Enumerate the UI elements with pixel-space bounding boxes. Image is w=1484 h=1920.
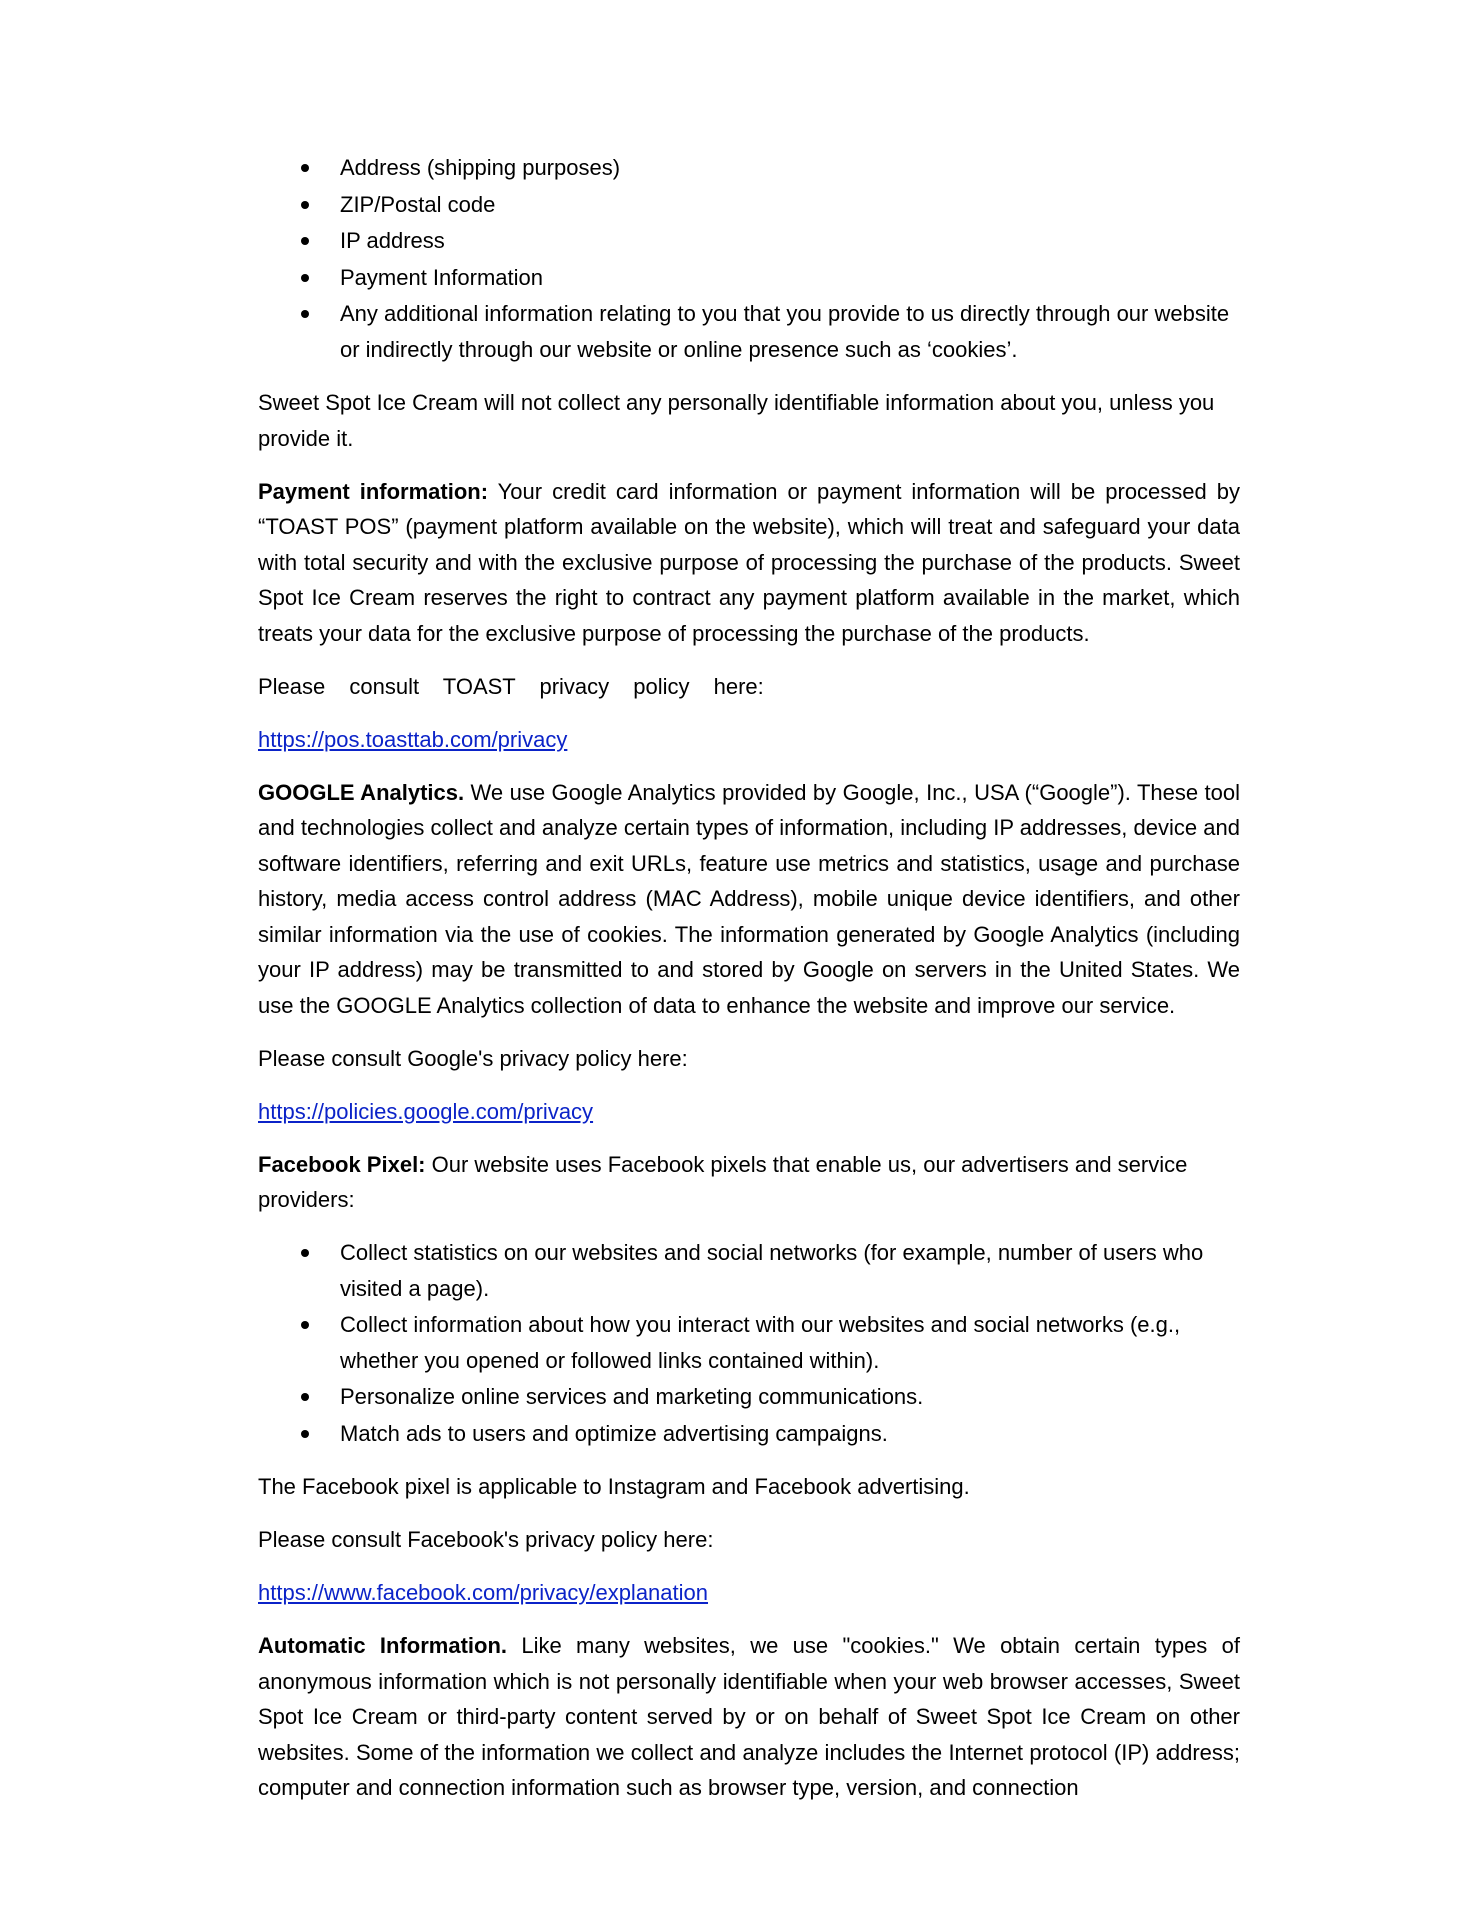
facebook-paragraph	[258, 1147, 1240, 1218]
google-paragraph	[258, 775, 1240, 1024]
google-consult-text: Please consult Google's privacy policy here:	[258, 1045, 688, 1071]
facebook-consult-text: Please consult Facebook's privacy policy here:	[258, 1527, 714, 1552]
automatic-paragraph	[258, 1628, 1240, 1806]
facebook-label: Facebook Pixel:	[258, 1151, 426, 1177]
facebook-link-paragraph	[258, 1575, 1240, 1611]
list-item: Match ads to users and optimize advertising campaigns.	[258, 1416, 1240, 1452]
list-item: Personalize online services and marketing communications.	[258, 1379, 1240, 1415]
automatic-text: Like many websites, we use "cookies." We obtain certain types of anonymous information which is not personally identifiable when your web browser accesses, Sweet Spot Ice Cream or third-party content served by or on behalf of Sweet Spot Ice Cream on other websites. Some of the information we collect and analyze includes the Internet protocol (IP) address; computer and connection information such as browser type, version, and connection	[258, 1633, 1240, 1800]
bullet-icon	[301, 310, 309, 318]
facebook-list	[258, 1235, 1240, 1451]
google-link-paragraph	[258, 1094, 1240, 1130]
facebook-applicable-text: The Facebook pixel is applicable to Instagram and Facebook advertising.	[258, 1474, 970, 1499]
facebook-text: Our website uses Facebook pixels that enable us, our advertisers and service providers:	[258, 1151, 1188, 1212]
bullet-icon	[301, 1249, 309, 1257]
list-item: Collect statistics on our websites and social networks (for example, number of users who visited a page).	[258, 1235, 1240, 1306]
toast-consult-text: Please consult TOAST privacy policy here:	[258, 673, 764, 699]
bullet-icon	[301, 201, 309, 209]
google-privacy-link[interactable]: https://policies.google.com/privacy	[258, 1098, 594, 1124]
document-page	[258, 150, 1240, 1823]
bullet-icon	[301, 1393, 309, 1401]
bullet-icon	[301, 1430, 309, 1438]
bullet-icon	[301, 1321, 309, 1329]
bullet-icon	[301, 164, 309, 172]
google-label: GOOGLE Analytics.	[258, 779, 465, 805]
automatic-label: Automatic Information.	[258, 1633, 507, 1658]
bullet-icon	[301, 237, 309, 245]
list-item: IP address	[258, 223, 1240, 259]
payment-text: Your credit card information or payment information will be processed by “TOAST POS” (payment platform available on the website), which will treat and safeguard your data with total security and with the exclusive purpose of processing the purchase of the products. Sweet Spot Ice Cream reserves the right to contract any payment platform available in the market, which treats your data for the exclusive purpose of processing the purchase of the products.	[258, 478, 1240, 646]
payment-label: Payment information:	[258, 478, 489, 504]
list-item: Address (shipping purposes)	[258, 150, 1240, 186]
list-item: Any additional information relating to you that you provide to us directly through our website or indirectly through our website or online presence such as ‘cookies’.	[258, 296, 1240, 367]
no-collect-paragraph: Sweet Spot Ice Cream will not collect any personally identifiable information about you, unless you provide it.	[258, 390, 1215, 451]
list-item: ZIP/Postal code	[258, 187, 1240, 223]
list-item: Payment Information	[258, 260, 1240, 296]
toast-privacy-link[interactable]: https://pos.toasttab.com/privacy	[258, 726, 568, 752]
bullet-icon	[301, 274, 309, 282]
facebook-privacy-link[interactable]: https://www.facebook.com/privacy/explanation	[258, 1580, 709, 1605]
payment-paragraph	[258, 474, 1240, 652]
google-text: We use Google Analytics provided by Google, Inc., USA (“Google”). These tool and technologies collect and analyze certain types of information, including IP addresses, device and software identifiers, referring and exit URLs, feature use metrics and statistics, usage and purchase history, media access control address (MAC Address), mobile unique device identifiers, and other similar information via the use of cookies. The information generated by Google Analytics (including your IP address) may be transmitted to and stored by Google on servers in the United States. We use the GOOGLE Analytics collection of data to enhance the website and improve our service.	[258, 779, 1240, 1018]
list-item: Collect information about how you interact with our websites and social networks (e.g., whether you opened or followed links contained within).	[258, 1307, 1240, 1378]
toast-link-paragraph	[258, 722, 1240, 758]
collected-info-list	[258, 150, 1240, 367]
